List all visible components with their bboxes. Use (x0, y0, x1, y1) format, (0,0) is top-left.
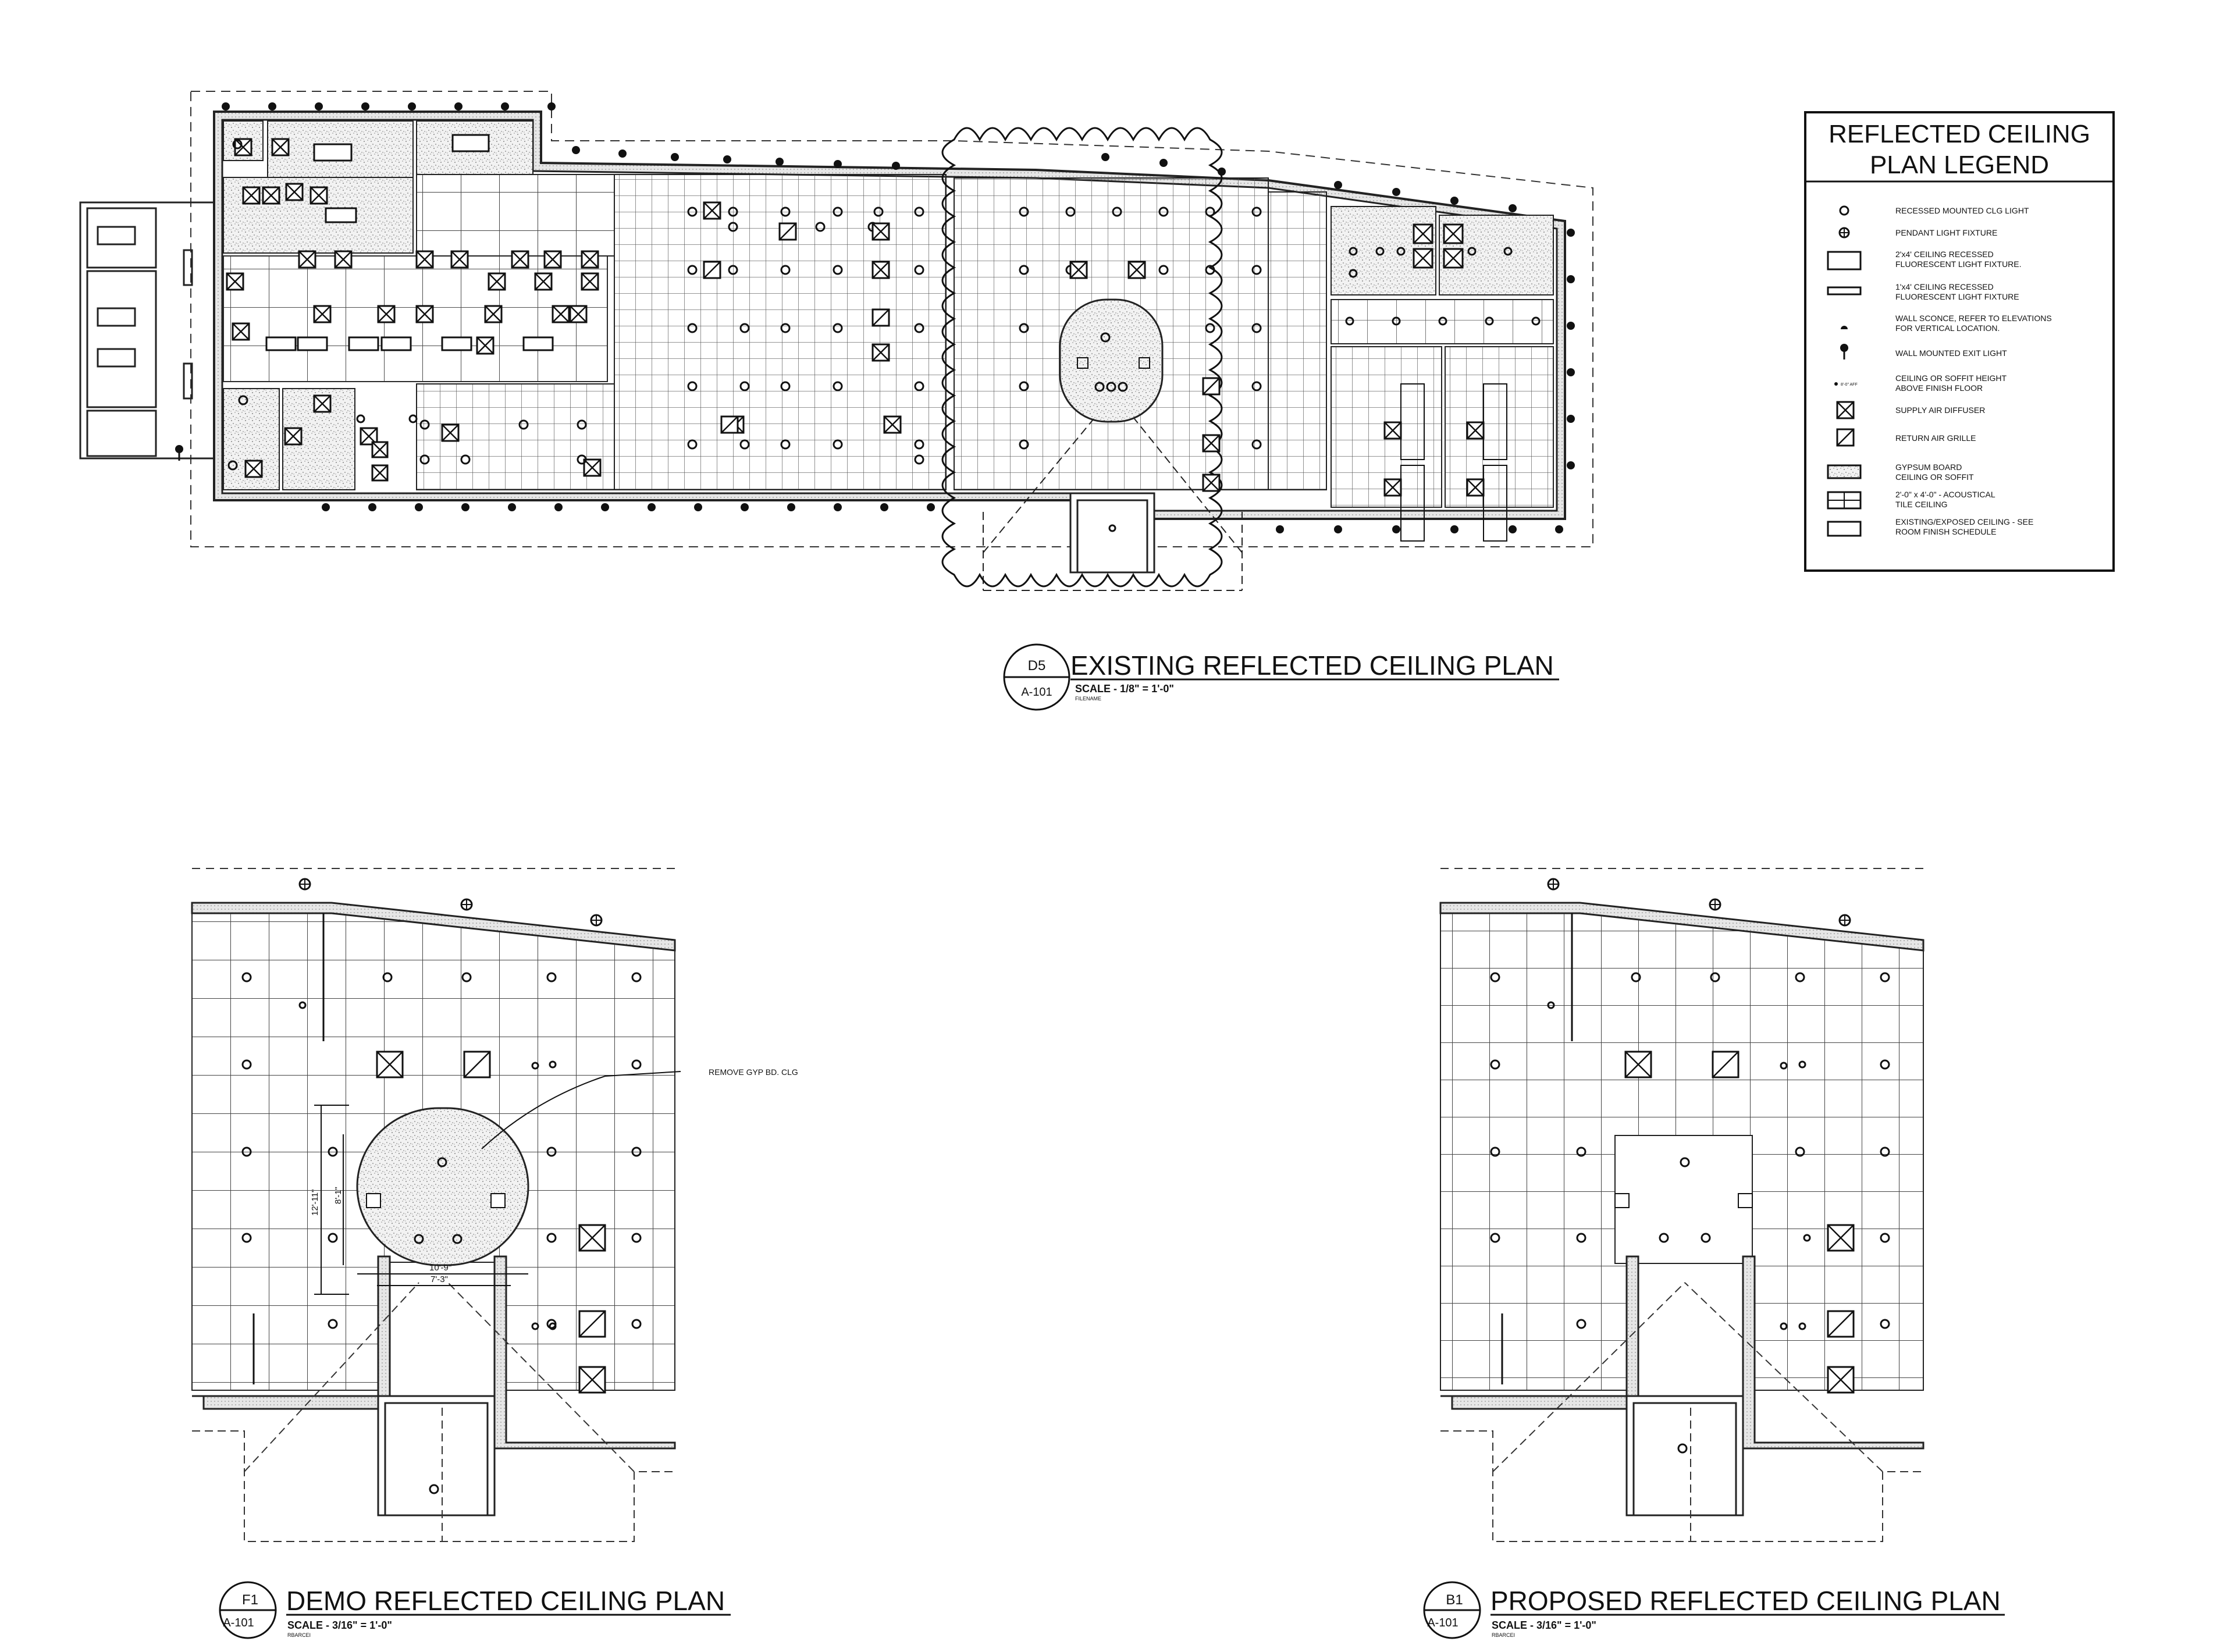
supply-diffuser-icon (1203, 475, 1219, 491)
legend-label: FLUORESCENT LIGHT FIXTURE (1895, 292, 2019, 301)
pendant-light-icon (927, 503, 935, 511)
pendant-light-body (694, 503, 702, 511)
pendant-light-icon (601, 503, 609, 511)
legend-label: 1'x4' CEILING RECESSED (1895, 282, 1994, 291)
plan-filename: FILENAME (1075, 696, 1102, 702)
pendant-light-icon (1567, 322, 1575, 330)
legend-label: EXISTING/EXPOSED CEILING - SEE (1895, 517, 2034, 526)
detail-tag: D5 (1027, 658, 1046, 674)
supply-diffuser-icon (285, 428, 301, 444)
access-panel-icon (491, 1194, 505, 1208)
supply-diffuser-icon (417, 306, 433, 322)
pendant-light-icon (723, 155, 731, 163)
legend-label: PENDANT LIGHT FIXTURE (1895, 228, 1998, 237)
pendant-light-body (1450, 525, 1458, 533)
supply-diffuser-icon (233, 323, 249, 340)
supply-diffuser-icon (1385, 479, 1401, 496)
pendant-light-icon (461, 503, 469, 511)
gyp-soffit (1060, 300, 1162, 422)
acoustic-zone-hall (417, 175, 614, 256)
supply-diffuser-icon (1444, 249, 1463, 268)
dim-inner-width: 7'-3" (431, 1274, 448, 1284)
legend-label: FOR VERTICAL LOCATION. (1895, 323, 2000, 333)
pendant-light-icon (1392, 188, 1400, 196)
legend-label: WALL SCONCE, REFER TO ELEVATIONS (1895, 314, 2052, 323)
pendant-light-icon (787, 503, 795, 511)
legend-label: CEILING OR SOFFIT (1895, 472, 1974, 482)
pendant-light-body (1567, 368, 1575, 376)
fluorescent-fixture-icon (266, 337, 296, 350)
supply-diffuser-icon (1129, 262, 1145, 278)
supply-diffuser-icon (311, 187, 327, 204)
acoustic-zone-ne (1331, 300, 1553, 344)
pendant-light-body (1450, 197, 1458, 205)
proposed-title-block (1424, 1582, 2005, 1638)
pendant-light-icon (776, 158, 784, 166)
pendant-light-icon (741, 503, 749, 511)
pendant-light-icon (1567, 229, 1575, 237)
pendant-light-body (1509, 525, 1517, 533)
dim-height: 12'-11" (310, 1189, 320, 1216)
existing-ceiling-plan (80, 91, 1593, 590)
pendant-light-body (1218, 168, 1226, 176)
plan-scale: SCALE - 3/16" = 1'-0" (287, 1619, 392, 1631)
recessed-light-icon (430, 1485, 438, 1493)
pendant-light-body (322, 503, 330, 511)
access-panel-icon (367, 1194, 380, 1208)
fluorescent-fixture-icon (453, 135, 489, 151)
legend-label: SUPPLY AIR DIFFUSER (1895, 405, 1986, 415)
supply-diffuser-icon (485, 306, 501, 322)
pendant-light-body (671, 153, 679, 161)
supply-diffuser-icon (299, 251, 315, 268)
pendant-light-body (501, 102, 509, 111)
pendant-light-body (554, 503, 563, 511)
pendant-light-body (415, 503, 423, 511)
supply-diffuser-icon (1070, 262, 1087, 278)
pendant-light-icon (1334, 525, 1342, 533)
supply-diffuser-icon (442, 425, 458, 441)
supply-diffuser-icon (1444, 225, 1463, 243)
supply-diffuser-icon (286, 184, 303, 200)
pendant-light-icon (1509, 204, 1517, 212)
recessed-light-icon (1678, 1444, 1687, 1452)
legend-label: WALL MOUNTED EXIT LIGHT (1895, 348, 2007, 358)
pendant-light-body (601, 503, 609, 511)
return-grille-icon (1203, 378, 1219, 394)
plan-scale: SCALE - 1/8" = 1'-0" (1075, 683, 1174, 695)
pendant-light-body (1567, 461, 1575, 469)
legend-title-line1: REFLECTED CEILING (1829, 120, 2090, 148)
pendant-light-body (618, 149, 627, 158)
detail-tag: B1 (1446, 1592, 1463, 1608)
pendant-light-body (723, 155, 731, 163)
proposed-exposed-ceiling (1615, 1135, 1752, 1263)
pendant-light-body (572, 146, 580, 154)
access-panel-icon (1615, 1194, 1629, 1208)
supply-diffuser-icon (582, 273, 598, 290)
demo-ceiling-plan (192, 868, 798, 1541)
pendant-light-body (1101, 153, 1109, 161)
fluorescent-fixture-icon (314, 144, 351, 161)
return-grille-icon (1828, 1311, 1854, 1337)
supply-diffuser-icon (579, 1367, 605, 1393)
pendant-light-body (1392, 525, 1400, 533)
supply-diffuser-icon (1414, 225, 1432, 243)
dim-inner-height: 8'-1" (333, 1187, 343, 1204)
return-grille-icon (1713, 1052, 1738, 1077)
svg-text:8'-0" AFF: 8'-0" AFF (1841, 383, 1858, 387)
supply-diffuser-icon (417, 251, 433, 268)
pendant-light-icon (1709, 899, 1721, 910)
gyp-board-icon (1828, 465, 1861, 478)
plan-title: PROPOSED REFLECTED CEILING PLAN (1490, 1586, 2001, 1616)
supply-diffuser-icon (1467, 479, 1484, 496)
pendant-light-icon (1218, 168, 1226, 176)
plan-filename: RBARCEI (1492, 1632, 1516, 1638)
pendant-light-icon (671, 153, 679, 161)
access-panel-icon (1738, 1194, 1752, 1208)
supply-diffuser-icon (1828, 1367, 1854, 1393)
supply-diffuser-icon (570, 306, 586, 322)
pendant-light-body (268, 102, 276, 111)
pendant-light-body (1567, 322, 1575, 330)
pendant-light-icon (1450, 197, 1458, 205)
return-grille-icon (464, 1052, 490, 1077)
pendant-light-icon (1567, 275, 1575, 283)
existing-title-block (1004, 645, 1559, 710)
pendant-light-icon (834, 503, 842, 511)
pendant-light-body (1567, 415, 1575, 423)
pendant-light-body (1509, 204, 1517, 212)
plan-filename: RBARCEI (287, 1632, 311, 1638)
acoustic-zone-central (614, 175, 946, 490)
supply-diffuser-icon (377, 1052, 403, 1077)
supply-diffuser-icon (1625, 1052, 1651, 1077)
pendant-light-icon (1392, 525, 1400, 533)
pendant-light-body (834, 503, 842, 511)
pendant-light-icon (322, 503, 330, 511)
pendant-light-icon (1159, 159, 1168, 167)
supply-diffuser-icon (314, 396, 330, 412)
pendant-light-body (508, 503, 516, 511)
pendant-light-icon (694, 503, 702, 511)
legend-title-line2: PLAN LEGEND (1869, 151, 2050, 179)
pendant-light-icon (572, 146, 580, 154)
plan-title: DEMO REFLECTED CEILING PLAN (286, 1586, 725, 1616)
pendant-light-icon (268, 102, 276, 111)
pendant-light-body (1555, 525, 1563, 533)
supply-diffuser-icon (1828, 1225, 1854, 1251)
pendant-light-body (1334, 181, 1342, 189)
pendant-light-icon (508, 503, 516, 511)
acoustic-zone-east (1268, 192, 1326, 490)
legend-label: TILE CEILING (1895, 500, 1948, 509)
fluorescent-fixture-icon (442, 337, 471, 350)
plan-scale: SCALE - 3/16" = 1'-0" (1492, 1619, 1596, 1631)
pendant-light-icon (315, 102, 323, 111)
return-grille-icon (721, 416, 738, 433)
supply-diffuser-icon (1467, 422, 1484, 439)
pendant-light-icon (461, 899, 472, 910)
return-grille-icon (704, 262, 720, 278)
supply-diffuser-icon (512, 251, 528, 268)
pendant-light-body (1276, 525, 1284, 533)
pendant-light-body (834, 160, 842, 168)
supply-diffuser-icon (235, 139, 251, 155)
pendant-light-icon (1548, 878, 1559, 890)
return-grille-icon (579, 1311, 605, 1337)
supply-diffuser-icon (704, 202, 720, 219)
fluorescent-fixture-icon (382, 337, 411, 350)
pendant-light-icon (361, 102, 369, 111)
pendant-light-icon (1101, 153, 1109, 161)
left-annex (80, 202, 215, 458)
pendant-light-icon (1839, 914, 1851, 926)
pendant-light-body (927, 503, 935, 511)
detail-sheet: A-101 (223, 1617, 254, 1629)
fluorescent-fixture-icon (349, 337, 378, 350)
pendant-light-icon (892, 162, 900, 170)
detail-sheet: A-101 (1021, 686, 1052, 699)
legend-label: ABOVE FINISH FLOOR (1895, 383, 1983, 393)
supply-diffuser-icon (873, 344, 889, 361)
supply-diffuser-icon (372, 465, 387, 480)
pendant-light-body (1392, 188, 1400, 196)
supply-diffuser-icon (314, 306, 330, 322)
pendant-light-body (787, 503, 795, 511)
supply-diffuser-icon (243, 187, 259, 204)
supply-diffuser-icon (1414, 249, 1432, 268)
legend (1805, 112, 2114, 571)
pendant-light-icon (1450, 525, 1458, 533)
pendant-light-body (880, 503, 888, 511)
legend-label: FLUORESCENT LIGHT FIXTURE. (1895, 259, 2022, 269)
pendant-light-body (1567, 275, 1575, 283)
pendant-light-icon (368, 503, 376, 511)
supply-diffuser-icon (873, 262, 889, 278)
supply-diffuser-icon (263, 187, 279, 204)
legend-label: 2'x4' CEILING RECESSED (1895, 250, 1994, 259)
pendant-light-body (368, 503, 376, 511)
supply-diffuser-icon (335, 251, 351, 268)
legend-label: ROOM FINISH SCHEDULE (1895, 527, 1997, 536)
return-grille-icon (873, 309, 889, 326)
pendant-light-icon (1334, 181, 1342, 189)
supply-diffuser-icon (451, 251, 468, 268)
supply-diffuser-icon (582, 251, 598, 268)
pendant-light-body (1334, 525, 1342, 533)
dim-width: 10'-9" (429, 1263, 452, 1273)
plan-title: EXISTING REFLECTED CEILING PLAN (1070, 650, 1554, 681)
supply-diffuser-icon (535, 273, 552, 290)
detail-tag: F1 (241, 1592, 259, 1608)
pendant-light-body (454, 102, 463, 111)
supply-diffuser-icon (227, 273, 243, 290)
pendant-light-body (741, 503, 749, 511)
pendant-light-body (892, 162, 900, 170)
pendant-light-body (315, 102, 323, 111)
legend-label: GYPSUM BOARD (1895, 462, 1962, 472)
pendant-light-icon (618, 149, 627, 158)
pendant-light-icon (501, 102, 509, 111)
detail-sheet: A-101 (1427, 1617, 1458, 1629)
pendant-light-body (222, 102, 230, 111)
proposed-ceiling-plan (1440, 868, 1923, 1541)
fluorescent-fixture-icon (326, 208, 356, 222)
legend-label: RETURN AIR GRILLE (1895, 433, 1976, 443)
legend-label: RECESSED MOUNTED CLG LIGHT (1895, 206, 2029, 215)
pendant-light-body (1159, 159, 1168, 167)
supply-diffuser-icon (1385, 422, 1401, 439)
pendant-light-icon (299, 878, 311, 890)
supply-diffuser-icon (873, 223, 889, 240)
pendant-light-icon (1567, 461, 1575, 469)
supply-diffuser-icon (884, 416, 901, 433)
pendant-light-icon (1567, 415, 1575, 423)
legend-label: CEILING OR SOFFIT HEIGHT (1895, 373, 2007, 383)
fluorescent-fixture-icon (298, 337, 327, 350)
pendant-light-body (1567, 229, 1575, 237)
return-grille-icon (780, 223, 796, 240)
pendant-light-icon (547, 102, 556, 111)
demo-title-block (220, 1582, 731, 1638)
fluorescent-fixture-icon (524, 337, 553, 350)
acoustic-zone-se-b (1445, 347, 1553, 507)
pendant-light-icon (1509, 525, 1517, 533)
supply-diffuser-icon (553, 306, 569, 322)
supply-diffuser-icon (378, 306, 394, 322)
supply-diffuser-icon (246, 461, 262, 477)
pendant-light-icon (1567, 368, 1575, 376)
pendant-light-body (408, 102, 416, 111)
pendant-light-icon (408, 102, 416, 111)
supply-diffuser-icon (372, 442, 387, 457)
pendant-light-icon (1276, 525, 1284, 533)
supply-diffuser-icon (272, 139, 289, 155)
pendant-light-icon (415, 503, 423, 511)
supply-diffuser-icon (489, 273, 505, 290)
supply-diffuser-icon (1203, 435, 1219, 451)
pendant-light-icon (590, 914, 602, 926)
pendant-light-icon (554, 503, 563, 511)
pendant-light-icon (834, 160, 842, 168)
supply-diffuser-icon (545, 251, 561, 268)
pendant-light-body (776, 158, 784, 166)
supply-diffuser-icon (579, 1225, 605, 1251)
pendant-light-body (361, 102, 369, 111)
remove-note: REMOVE GYP BD. CLG (709, 1067, 798, 1077)
pendant-light-icon (880, 503, 888, 511)
supply-diffuser-icon (477, 337, 493, 354)
pendant-light-body (461, 503, 469, 511)
pendant-light-icon (454, 102, 463, 111)
supply-diffuser-icon (584, 460, 600, 476)
legend-label: 2'-0" x 4'-0" - ACOUSTICAL (1895, 490, 1995, 499)
pendant-light-body (648, 503, 656, 511)
pendant-light-icon (1555, 525, 1563, 533)
pendant-light-icon (1839, 227, 1849, 238)
pendant-light-icon (222, 102, 230, 111)
pendant-light-icon (648, 503, 656, 511)
pendant-light-body (547, 102, 556, 111)
